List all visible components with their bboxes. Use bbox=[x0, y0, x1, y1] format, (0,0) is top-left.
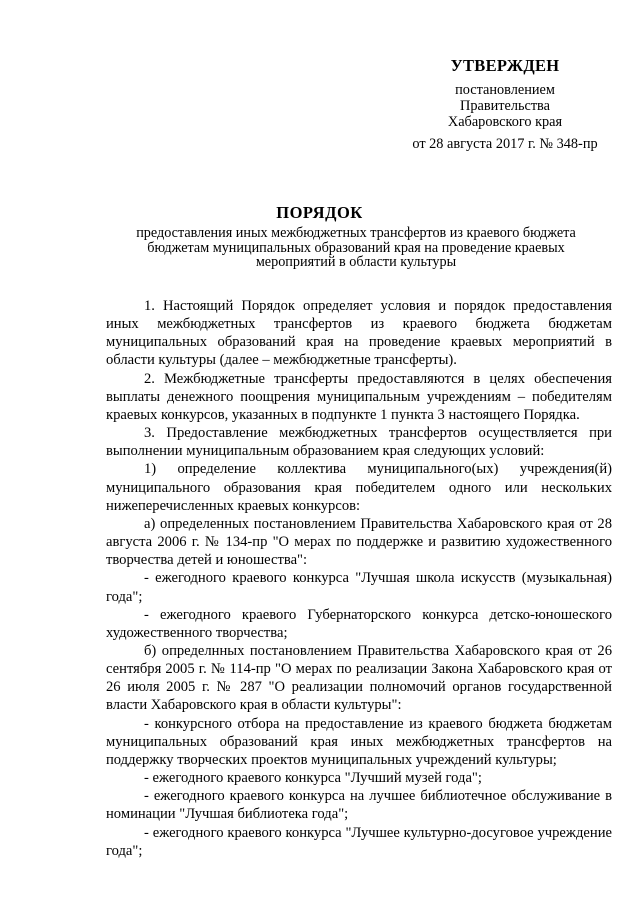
document-subtitle: предоставления иных межбюджетных трансфертов из краевого бюджета бюджетам муниципальных образований края на проведение краевых мероприятий в области культуры bbox=[136, 225, 576, 270]
paragraph: б) определнных постановлением Правительства Хабаровского края от 26 сентября 2005 г. № 114-пр "О мерах по реализации Закона Хабаровского края от 26 июля 2005 г. № 287 "О реализации полномочий органов государственной власти Хабаровского края в области культуры": bbox=[106, 642, 612, 714]
approval-stamp bbox=[392, 56, 618, 152]
paragraph: - ежегодного краевого конкурса "Лучший музей года"; bbox=[144, 770, 482, 787]
paragraph: - ежегодного краевого конкурса "Лучшая школа искусств (музыкальная) года"; bbox=[106, 570, 612, 605]
approval-line-2: Правительства bbox=[460, 98, 550, 114]
paragraph: 2. Межбюджетные трансферты предоставляются в целях обеспечения выплаты денежного поощрения муниципальным учреждениям – победителям краевых конкурсов, указанных в подпункте 1 пункта 3 настоящего Порядка. bbox=[106, 370, 612, 423]
paragraph: 1) определение коллектива муниципального(ых) учреждения(й) муниципального образования края победителем одного или нескольких нижеперечисленных краевых конкурсов: bbox=[106, 461, 612, 514]
approval-line-1: постановлением bbox=[455, 82, 555, 98]
approval-line-3: Хабаровского края bbox=[447, 114, 563, 130]
paragraph: 1. Настоящий Порядок определяет условия и порядок предоставления иных межбюджетных трансфертов из краевого бюджета бюджетам муниципальных образований края на проведение краевых мероприятий в области культуры (далее – межбюджетные трансферты). bbox=[106, 298, 612, 369]
paragraph: - ежегодного краевого конкурса "Лучшее культурно-досуговое учреждение года"; bbox=[106, 824, 612, 859]
paragraph: - ежегодного краевого Губернаторского конкурса детско-юношеского художественного творчества; bbox=[106, 606, 612, 641]
document-body bbox=[106, 297, 612, 860]
paragraph: - конкурсного отбора на предоставление из краевого бюджета бюджетам муниципальных образований края иных межбюджетных трансфертов на поддержку творческих проектов муниципальных учреждений культуры; bbox=[106, 715, 612, 768]
paragraph: а) определенных постановлением Правительства Хабаровского края от 28 августа 2006 г. № 134-пр "О мерах по поддержке и развитию художественного творчества детей и юношества": bbox=[106, 515, 612, 569]
document-title: ПОРЯДОК bbox=[276, 203, 363, 222]
approval-date: от 28 августа 2017 г. № 348-пр bbox=[412, 136, 598, 152]
paragraph: - ежегодного краевого конкурса на лучшее библиотечное обслуживание в номинации "Лучшая библиотека года"; bbox=[106, 788, 612, 823]
approval-heading: УТВЕРЖДЕН bbox=[450, 56, 560, 75]
paragraph: 3. Предоставление межбюджетных трансфертов осуществляется при выполнении муниципальным образованием края следующих условий: bbox=[106, 425, 612, 460]
